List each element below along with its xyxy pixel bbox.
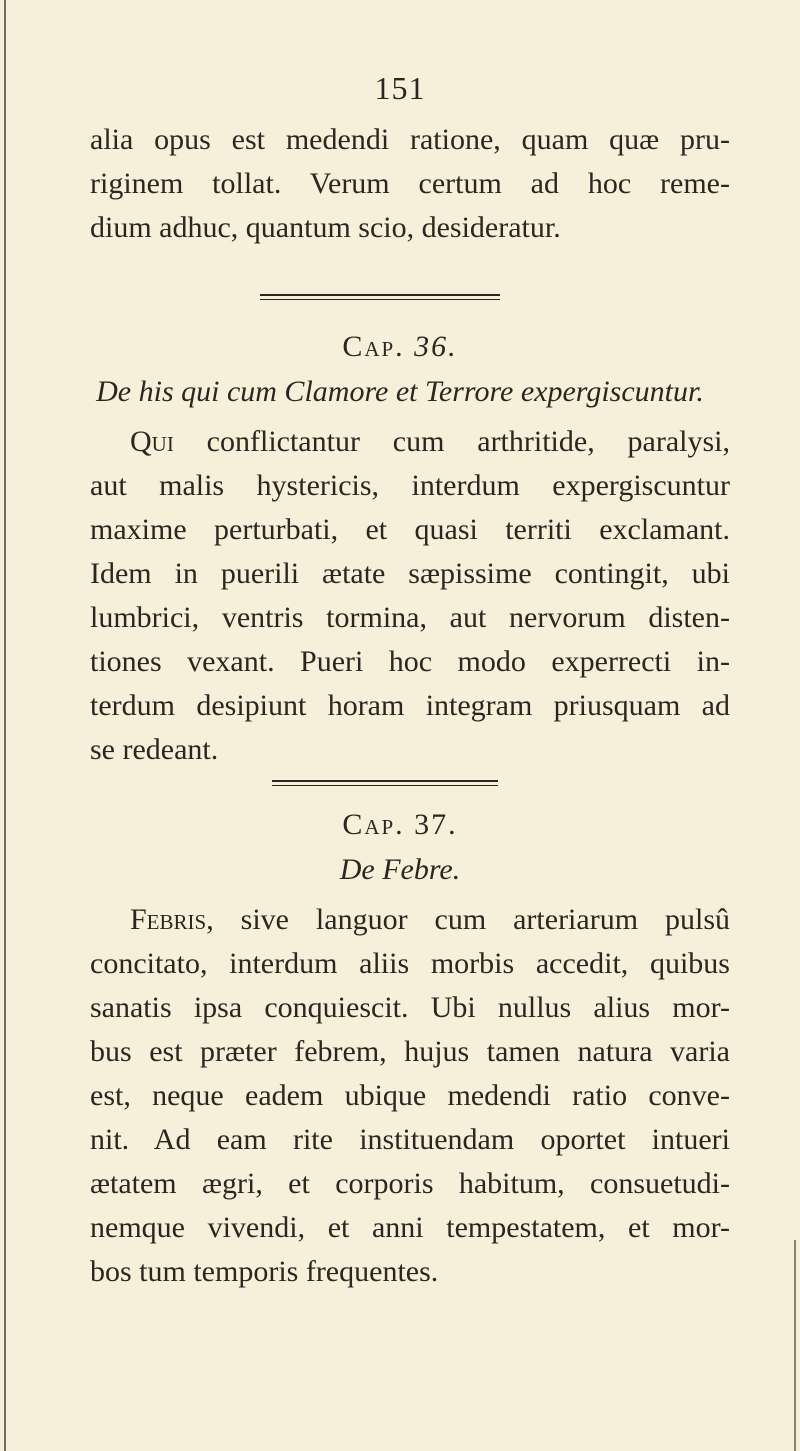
section-divider (272, 780, 498, 786)
lead-word: Qui (130, 425, 174, 458)
text-line: tiones vexant. Pueri hoc modo experrecti in- (90, 645, 730, 678)
chapter-label: Cap. (342, 808, 405, 841)
chapter-37-heading (0, 808, 800, 842)
text-line: bos tum temporis frequentes. (90, 1255, 439, 1288)
text-line: Idem in puerili ætate sæpissime contingit, ubi (90, 557, 730, 590)
page-number: 151 (374, 70, 426, 106)
text-line: bus est præter febrem, hujus tamen natura varia (90, 1035, 730, 1068)
lead-word: Febris, (130, 903, 214, 936)
text-line (90, 420, 730, 464)
chapter-36-paragraph (90, 420, 730, 772)
text-line: riginem tollat. Verum certum ad hoc reme- (90, 167, 730, 200)
scan-edge-left (4, 0, 6, 1451)
text-line: est, neque eadem ubique medendi ratio conve- (90, 1079, 730, 1112)
text-line: maxime perturbati, et quasi territi exclamant. (90, 513, 730, 546)
chapter-36-title: De his qui cum Clamore et Terrore expergiscuntur. (96, 375, 704, 408)
text-line: lumbrici, ventris tormina, aut nervorum disten- (90, 601, 730, 634)
chapter-37-title: De Febre. (339, 853, 461, 886)
text-line: sanatis ipsa conquiescit. Ubi nullus alius mor- (90, 991, 730, 1024)
text-line: dium adhuc, quantum scio, desideratur. (90, 211, 561, 244)
text-line-rest: sive languor cum arteriarum pulsû (240, 903, 730, 936)
section-divider (260, 294, 500, 300)
text-line: se redeant. (90, 733, 219, 766)
text-line: concitato, interdum aliis morbis accedit, quibus (90, 947, 730, 980)
text-line: terdum desipiunt horam integram priusquam ad (90, 689, 730, 722)
text-line: nemque vivendi, et anni tempestatem, et mor- (90, 1211, 730, 1244)
intro-paragraph (90, 118, 730, 250)
text-line: aut malis hystericis, interdum expergiscuntur (90, 469, 730, 502)
chapter-label: Cap. (342, 330, 405, 363)
chapter-number: 37. (414, 808, 458, 841)
chapter-36-heading (0, 330, 800, 364)
text-line-rest: conflictantur cum arthritide, paralysi, (206, 425, 731, 458)
text-line: nit. Ad eam rite instituendam oportet intueri (90, 1123, 730, 1156)
chapter-37-paragraph (90, 898, 730, 1294)
chapter-number: 36. (414, 330, 458, 363)
text-line (90, 898, 730, 942)
text-line: ætatem ægri, et corporis habitum, consuetudi- (90, 1167, 730, 1200)
scan-edge-right (794, 1240, 796, 1451)
text-line: alia opus est medendi ratione, quam quæ pru- (90, 123, 730, 156)
